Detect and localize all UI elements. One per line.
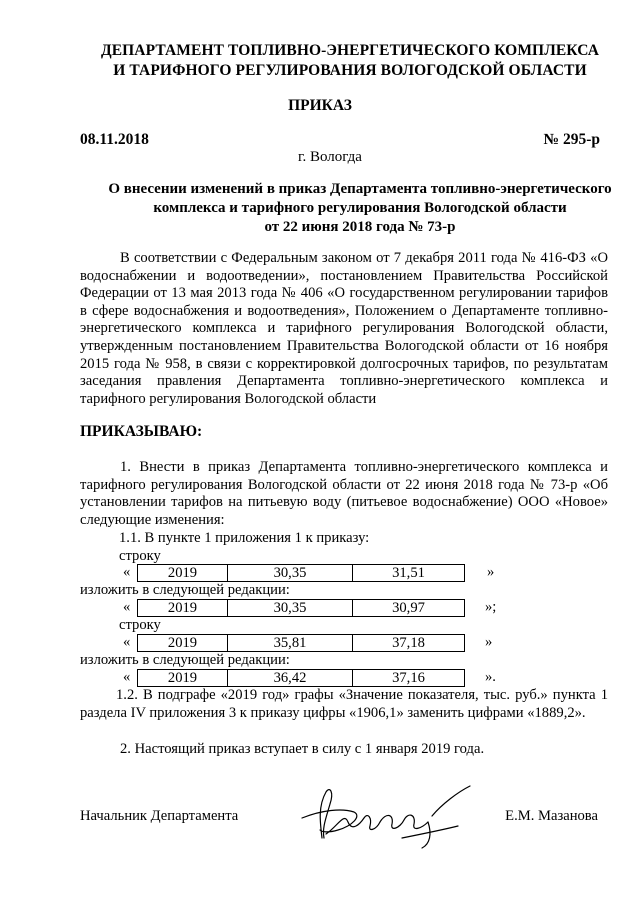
tariff-table xyxy=(137,634,465,652)
quote-close-semicolon: »; xyxy=(485,599,497,615)
tariff-row-old-2 xyxy=(80,634,640,652)
cell-value-2: 30,97 xyxy=(353,600,465,617)
signatory-position: Начальник Департамента xyxy=(80,808,239,824)
cell-year: 2019 xyxy=(138,635,228,652)
tariff-row-new-2 xyxy=(80,669,640,687)
cell-value-2: 37,16 xyxy=(353,670,465,687)
tariff-table xyxy=(137,599,465,617)
quote-close-period: ». xyxy=(485,669,496,685)
tariff-table xyxy=(137,564,465,582)
label-replace: изложить в следующей редакции: xyxy=(80,582,290,598)
label-row: строку xyxy=(119,548,161,564)
header-line-1: ДЕПАРТАМЕНТ ТОПЛИВНО-ЭНЕРГЕТИЧЕСКОГО КОМПЛЕКСА xyxy=(100,42,600,59)
signature-stroke xyxy=(380,815,428,828)
cell-value-2: 31,51 xyxy=(353,565,465,582)
cell-year: 2019 xyxy=(138,670,228,687)
quote-open: « xyxy=(123,599,131,615)
document-city: г. Вологда xyxy=(298,149,362,165)
subject-line-3: от 22 июня 2018 года № 73-р xyxy=(264,219,456,235)
item-1-2: 1.2. В подграфе «2019 год» графы «Значение показателя, тыс. руб.» пункта 1 раздела IV приложения 3 к приказу цифры «1906,1» заменить цифрами «1889,2». xyxy=(80,687,608,721)
quote-open: « xyxy=(123,564,131,580)
cell-value-1: 30,35 xyxy=(228,565,353,582)
signature-stroke xyxy=(432,786,470,816)
handwritten-signature xyxy=(282,782,482,852)
subject-line-2: комплекса и тарифного регулирования Вологодской области xyxy=(153,200,567,216)
cell-value-1: 35,81 xyxy=(228,635,353,652)
department-header xyxy=(60,41,640,81)
cell-year: 2019 xyxy=(138,565,228,582)
item-1: 1. Внести в приказ Департамента топливно-энергетического комплекса и тарифного регулирования Вологодской области от 22 июня 2018 года № 73-р «Об установлении тарифов на питьевую воду (питьевое водоснабжение) ООО «Новое» следующие изменения: xyxy=(80,459,608,528)
tariff-table xyxy=(137,669,465,687)
tariff-row-new-1 xyxy=(80,599,640,617)
quote-close: » xyxy=(485,634,493,650)
document-type: ПРИКАЗ xyxy=(288,97,352,114)
quote-open: « xyxy=(123,669,131,685)
quote-close: » xyxy=(487,564,495,580)
document-date: 08.11.2018 xyxy=(80,131,149,148)
preamble-paragraph: В соответствии с Федеральным законом от 7 декабря 2011 года № 416-ФЗ «О водоснабжении и водоотведении», постановлением Правительства Российской Федерации от 13 мая 2013 года № 406 «О государственном регулировании тарифов в сфере водоснабжения и водоотведения», Положением о Департаменте топливно-энергетического комплекса и тарифного регулирования Вологодской области, утвержденным постановлением Правительства Вологодской области от 16 ноября 2015 года № 958, в связи с корректировкой долгосрочных тарифов, по результатам заседания правления Департамента топливно-энергетического комплекса и тарифного регулирования Вологодской области xyxy=(80,250,608,407)
document-number: № 295-р xyxy=(543,131,600,148)
item-2: 2. Настоящий приказ вступает в силу с 1 января 2019 года. xyxy=(120,741,485,757)
signatory-name: Е.М. Мазанова xyxy=(505,808,598,824)
signature-stroke xyxy=(302,810,357,832)
label-replace: изложить в следующей редакции: xyxy=(80,652,290,668)
cell-value-2: 37,18 xyxy=(353,635,465,652)
header-line-2: И ТАРИФНОГО РЕГУЛИРОВАНИЯ ВОЛОГОДСКОЙ ОБЛАСТИ xyxy=(113,62,587,79)
cell-value-1: 36,42 xyxy=(228,670,353,687)
label-row: строку xyxy=(119,617,161,633)
cell-year: 2019 xyxy=(138,600,228,617)
quote-open: « xyxy=(123,634,131,650)
subject-line-1: О внесении изменений в приказ Департамента топливно-энергетического xyxy=(108,181,612,197)
document-subject xyxy=(80,180,640,237)
item-1-1: 1.1. В пункте 1 приложения 1 к приказу: xyxy=(119,530,370,546)
cell-value-1: 30,35 xyxy=(228,600,353,617)
tariff-row-old-1 xyxy=(80,564,640,582)
order-verb: ПРИКАЗЫВАЮ: xyxy=(80,423,203,440)
